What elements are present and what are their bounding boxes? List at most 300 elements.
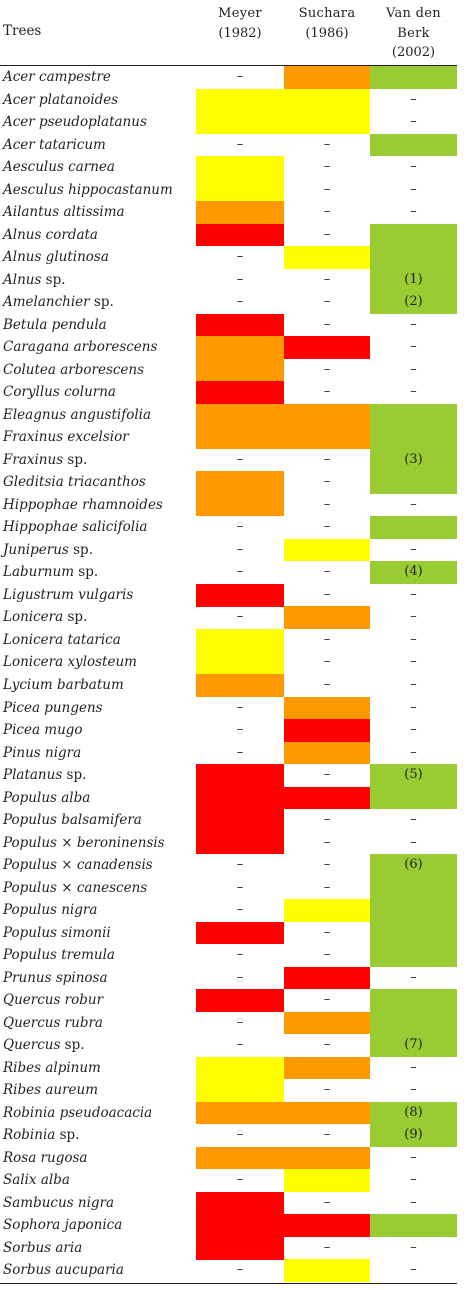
meyer-cell-text: – [236,294,244,310]
suchara-cell [284,89,370,112]
suchara-cell [284,1147,370,1170]
tree-name [3,651,137,673]
tree-name [3,1034,85,1056]
meyer-cell [196,1102,284,1125]
vandenberk-cell-text: – [410,744,417,760]
vandenberk-cell [370,899,457,922]
tree-species: Laburnum [3,564,74,581]
vandenberk-cell-text: (9) [404,1127,423,1143]
vandenberk-cell [370,787,457,810]
suchara-cell [284,989,370,1012]
meyer-cell [196,944,284,967]
tree-species: Betula pendula [3,316,107,333]
tree-name [3,629,121,651]
vandenberk-cell [370,1259,457,1282]
meyer-cell [196,877,284,900]
suchara-cell [284,651,370,674]
tree-name [3,426,129,448]
meyer-cell-text: – [236,744,244,760]
vandenberk-cell-text: – [410,677,417,692]
meyer-cell [196,314,284,337]
vandenberk-cell [370,674,457,697]
meyer-cell [196,224,284,247]
vandenberk-cell-text: – [410,384,417,400]
suchara-cell-text: – [323,1239,331,1255]
tree-species: Lonicera xylosteum [3,654,137,671]
suchara-cell [284,201,370,224]
suchara-cell-text: – [323,857,331,873]
vandenberk-cell [370,1124,457,1147]
vandenberk-cell [370,336,457,359]
tree-species: Platanus [3,767,63,784]
suchara-cell [284,1192,370,1215]
vandenberk-cell [370,1034,457,1057]
tree-species: Sophora japonica [3,1217,123,1234]
tree-species: Alnus [3,271,42,288]
vandenberk-cell [370,314,457,337]
tree-species: Quercus robur [3,992,104,1009]
tree-species: Ailantus altissima [3,204,125,221]
meyer-cell-text: – [236,1014,244,1030]
tree-species: Acer platanoides [3,91,119,108]
meyer-cell [196,449,284,472]
suchara-cell-text: – [323,294,331,310]
suchara-cell [284,134,370,157]
vandenberk-cell-text: – [410,1149,417,1165]
suchara-cell-text: – [323,204,331,220]
vandenberk-cell [370,224,457,247]
suchara-cell [284,471,370,494]
suchara-cell [284,674,370,697]
suchara-cell-text: – [323,834,331,850]
suchara-cell [284,269,370,292]
vandenberk-cell [370,1057,457,1080]
meyer-cell [196,539,284,562]
suchara-cell [284,291,370,314]
vandenberk-cell [370,922,457,945]
suchara-cell-text: – [323,159,331,175]
suchara-cell [284,809,370,832]
suchara-cell-text: – [323,564,331,580]
suchara-cell [284,561,370,584]
vandenberk-cell [370,179,457,202]
meyer-cell [196,134,284,157]
tree-suffix: sp. [55,1127,80,1144]
suchara-cell-text: – [323,384,331,400]
tree-species: Picea pungens [3,699,103,716]
vandenberk-cell-text: – [410,114,417,130]
vandenberk-cell-text: – [410,1172,417,1188]
tree-name [3,764,86,786]
suchara-cell [284,156,370,179]
suchara-cell [284,764,370,787]
meyer-cell [196,1192,284,1215]
meyer-cell [196,404,284,427]
suchara-cell-text: – [323,1037,331,1053]
suchara-cell [284,584,370,607]
vandenberk-cell [370,449,457,472]
meyer-cell [196,787,284,810]
vandenberk-cell [370,246,457,269]
suchara-cell [284,787,370,810]
vandenberk-cell [370,471,457,494]
meyer-cell-text: – [236,564,244,580]
suchara-cell-text: – [323,631,331,647]
vandenberk-cell-text: – [410,969,417,985]
meyer-cell [196,471,284,494]
tree-name [3,1012,103,1034]
tree-name [3,269,66,291]
meyer-cell [196,336,284,359]
vandenberk-cell-text: – [410,496,417,512]
vandenberk-cell-text: – [410,609,417,625]
meyer-cell [196,629,284,652]
suchara-cell-text: – [323,496,331,512]
meyer-cell-text: – [236,609,244,625]
vandenberk-header-line2: Berk [397,26,430,41]
tree-name [3,877,147,899]
tree-name [3,967,108,989]
suchara-cell-text: – [323,924,331,940]
vandenberk-cell [370,1079,457,1102]
meyer-cell [196,967,284,990]
tree-species: Lonicera [3,609,64,626]
suchara-cell [284,246,370,269]
suchara-cell-text: – [323,271,331,287]
meyer-cell [196,89,284,112]
suchara-header-author: Suchara [298,6,356,21]
suchara-cell [284,606,370,629]
suchara-cell [284,404,370,427]
suchara-cell [284,179,370,202]
vandenberk-cell [370,539,457,562]
vandenberk-cell [370,764,457,787]
tree-species: Alnus cordata [3,226,98,243]
tree-species: Hippophae rhamnoides [3,496,163,513]
meyer-cell-text: – [236,699,244,715]
tree-name [3,1259,124,1281]
meyer-cell-text: – [236,1037,244,1053]
vandenberk-cell-text: (6) [404,857,423,873]
tree-species: Acer campestre [3,69,111,85]
meyer-cell [196,899,284,922]
vandenberk-cell-text: – [410,1082,417,1098]
tree-suffix: sp. [41,271,66,288]
vandenberk-cell-text: (7) [404,1037,423,1053]
suchara-cell-text: – [323,992,331,1008]
tree-species: Ribes aureum [3,1082,99,1099]
suchara-cell [284,111,370,134]
suchara-cell-text: – [323,451,331,467]
suchara-cell [284,719,370,742]
tree-species: Quercus [3,1037,61,1054]
suchara-cell [284,944,370,967]
tree-species: Caragana arborescens [3,339,158,356]
meyer-cell [196,269,284,292]
vandenberk-cell-text: (4) [404,564,423,580]
vandenberk-cell-text: – [410,1194,417,1210]
meyer-cell [196,606,284,629]
vandenberk-cell [370,269,457,292]
suchara-cell-text: – [323,879,331,895]
vandenberk-cell-text: (2) [404,294,423,310]
suchara-cell [284,697,370,720]
vandenberk-cell [370,111,457,134]
vandenberk-cell [370,584,457,607]
vandenberk-cell-text: – [410,654,417,670]
tree-name [3,719,83,741]
meyer-cell [196,832,284,855]
meyer-cell-text: – [236,271,244,287]
meyer-cell-text: – [236,1172,244,1188]
meyer-cell-text: – [236,451,244,467]
meyer-cell-text: – [236,722,244,738]
vandenberk-cell [370,516,457,539]
tree-name [3,1214,122,1236]
vandenberk-cell-text: – [410,181,417,197]
tree-species: Populus tremula [3,947,115,964]
meyer-cell [196,561,284,584]
suchara-cell [284,742,370,765]
tree-name [3,66,111,88]
meyer-cell [196,719,284,742]
vandenberk-cell [370,651,457,674]
tree-name [3,291,114,313]
suchara-cell-text: – [323,1194,331,1210]
vandenberk-cell-text: – [410,91,417,107]
vandenberk-cell-text: – [410,699,417,715]
tree-name [3,606,87,628]
tree-name [3,787,90,809]
suchara-cell [284,899,370,922]
tree-species: Ligustrum vulgaris [3,586,134,603]
tree-species: Alnus glutinosa [3,249,109,266]
vandenberk-cell-text: – [410,1059,417,1075]
tree-species: Robinia [3,1127,56,1144]
tree-name [3,156,115,178]
suchara-cell [284,877,370,900]
vandenberk-cell [370,156,457,179]
tree-name [3,922,111,944]
tree-species: Lycium barbatum [3,677,124,693]
suchara-cell-text: – [323,586,331,602]
tree-species: Lonicera tatarica [3,631,121,648]
vandenberk-cell-text: – [410,631,417,647]
suchara-cell [284,854,370,877]
suchara-cell [284,629,370,652]
suchara-cell-text: – [323,767,331,783]
tree-species: Populus × canadensis [3,857,153,874]
suchara-cell-text: – [323,474,331,490]
meyer-cell [196,359,284,382]
tree-name [3,539,93,561]
suchara-cell [284,1034,370,1057]
suchara-cell [284,1079,370,1102]
vandenberk-cell [370,494,457,517]
meyer-cell [196,1057,284,1080]
meyer-cell [196,742,284,765]
vandenberk-cell-text: – [410,541,417,557]
tree-name [3,697,103,719]
suchara-cell [284,1057,370,1080]
tree-species: Colutea arborescens [3,361,145,378]
meyer-cell [196,989,284,1012]
suchara-cell-text: – [323,361,331,377]
meyer-cell [196,1079,284,1102]
suchara-cell [284,832,370,855]
tree-name [3,1147,87,1169]
tree-species: Rosa rugosa [3,1149,88,1166]
meyer-cell [196,179,284,202]
tree-name [3,742,81,764]
tree-name [3,1102,152,1124]
vandenberk-cell [370,989,457,1012]
tree-species: Salix alba [3,1172,70,1189]
suchara-cell-text: – [323,812,331,828]
meyer-cell-text: – [236,857,244,873]
tree-name [3,561,98,583]
tree-species: Gleditsia triacanthos [3,474,146,491]
meyer-cell [196,697,284,720]
tree-name [3,1079,98,1101]
suchara-cell [284,1214,370,1237]
meyer-header-year: (1982) [218,26,262,41]
meyer-cell [196,516,284,539]
suchara-cell-text: – [323,1127,331,1143]
vandenberk-cell-text: – [410,204,417,220]
meyer-cell [196,291,284,314]
vandenberk-cell [370,381,457,404]
tree-species: Robinia pseudoacacia [3,1104,153,1121]
meyer-cell-text: – [236,541,244,557]
vandenberk-cell [370,629,457,652]
tree-name [3,1237,82,1259]
tree-name [3,336,157,358]
tree-name [3,314,107,336]
meyer-cell [196,1237,284,1260]
tree-species: Sorbus aucuparia [3,1262,124,1279]
suchara-cell-text: – [323,1082,331,1098]
tree-name [3,201,125,223]
suchara-header-year: (1986) [305,26,349,41]
meyer-cell-text: – [236,1127,244,1143]
tree-name [3,359,144,381]
tree-suffix: sp. [62,767,87,784]
vandenberk-cell-text: (1) [404,271,423,287]
meyer-cell-text: – [236,947,244,963]
meyer-cell [196,674,284,697]
tree-name [3,1169,70,1191]
tree-species: Acer pseudoplatanus [3,114,147,131]
vandenberk-column-header [370,4,457,62]
bottom-rule [0,1283,457,1284]
suchara-cell [284,1259,370,1282]
tree-species: Sorbus aria [3,1239,83,1256]
meyer-cell-text: – [236,1262,244,1278]
vandenberk-cell-text: – [410,586,417,602]
suchara-cell-text: – [323,654,331,670]
vandenberk-cell [370,201,457,224]
meyer-cell [196,246,284,269]
suchara-cell [284,1169,370,1192]
meyer-cell-text: – [236,969,244,985]
suchara-cell [284,426,370,449]
meyer-cell [196,1169,284,1192]
meyer-cell [196,1034,284,1057]
tree-name [3,381,116,403]
suchara-cell [284,516,370,539]
tree-name [3,674,124,696]
vandenberk-cell-text: (3) [404,451,423,467]
vandenberk-cell-text: – [410,361,417,377]
meyer-cell-text: – [236,902,244,918]
vandenberk-cell [370,809,457,832]
tree-name [3,449,87,471]
meyer-cell [196,426,284,449]
vandenberk-cell [370,606,457,629]
tree-name [3,516,147,538]
tree-species: Fraxinus excelsior [3,429,129,446]
meyer-cell [196,381,284,404]
tree-name [3,246,109,268]
meyer-cell [196,156,284,179]
suchara-cell-text: – [323,677,331,692]
meyer-cell-text: – [236,249,244,265]
vandenberk-cell-text: – [410,159,417,175]
tree-name [3,1124,79,1146]
tree-species: Picea mugo [3,722,83,739]
table-header [0,0,472,66]
meyer-cell [196,584,284,607]
meyer-cell [196,922,284,945]
vandenberk-cell [370,1012,457,1035]
vandenberk-cell-text: – [410,834,417,850]
tree-name [3,404,151,426]
tree-species: Populus simonii [3,924,111,941]
tree-suffix: sp. [60,1037,85,1054]
vandenberk-cell [370,854,457,877]
meyer-cell [196,201,284,224]
meyer-cell [196,854,284,877]
vandenberk-header-line1: Van den [386,6,441,21]
vandenberk-cell [370,561,457,584]
vandenberk-cell [370,719,457,742]
tree-species: Fraxinus [3,451,64,468]
meyer-cell-text: – [236,879,244,895]
meyer-cell [196,651,284,674]
tree-name [3,832,165,854]
vandenberk-cell [370,359,457,382]
suchara-cell [284,381,370,404]
tree-name [3,944,115,966]
meyer-cell [196,111,284,134]
vandenberk-cell [370,832,457,855]
meyer-header-author: Meyer [218,6,262,21]
suchara-cell [284,359,370,382]
meyer-cell [196,1214,284,1237]
tree-species: Prunus spinosa [3,969,108,986]
tree-suffix: sp. [63,451,88,468]
tree-name [3,89,118,111]
suchara-cell [284,967,370,990]
tree-name [3,111,147,133]
trees-column-header: Trees [3,23,42,39]
tree-name [3,584,133,606]
tree-species: Coryllus colurna [3,384,116,401]
vandenberk-cell [370,291,457,314]
tree-species: Populus balsamifera [3,812,142,829]
suchara-cell-text: – [323,181,331,197]
